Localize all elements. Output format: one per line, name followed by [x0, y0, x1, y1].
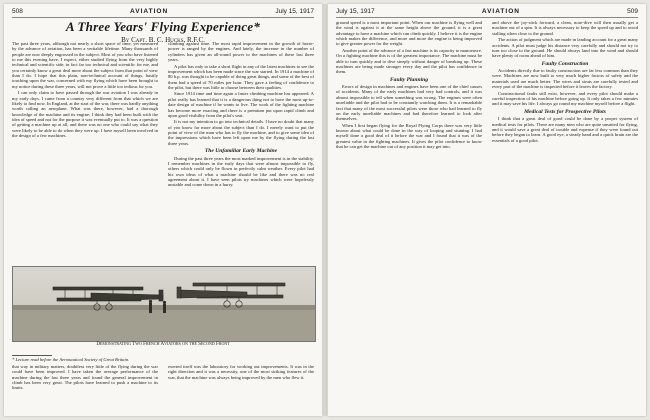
paragraph: Since 1914 time and time again a faster climbing machine has appeared. A pilot really has learned that it is a dangerous thing not to have the most up-to-date design of machine if he wants to live. The work of the fighting machine has become more exacting and there is a premium put upon rapid climb and upon good visibility from the pilot's seat. — [168, 91, 314, 118]
paragraph: A pilot has only to take a short flight in any of the latest machines to see the improvement which has been made since the war started. In 1914 a machine of 80 h.p. was thought to be capable of doing great things, and some of the best of them had a speed of 70 miles per hour. They gave a feeling of confidence to the pilot, but there was little to choose between their qualities. — [168, 63, 314, 90]
magazine-name-left: AVIATION — [130, 8, 169, 15]
byline: By Capt. B. C. Hucks, R.F.C. — [121, 36, 205, 44]
paragraph: Errors of design in machines and engines have been one of the chief causes of accidents. Many of the early machines had very bad controls, and it was almost impossible to tell when something was wrong. The engines were often unreliable and the pilot had to be constantly watching them. It is a remarkable fact that many of the most successful pilots were those who had learned to fly on the early unreliable machines and had therefore learned to look after themselves. — [336, 84, 482, 122]
paragraph: ground speed is a most important point. When our machine is flying well and the wind is against it at the same height above the ground, it is a great advantage to have a machine which can climb quickly. I believe it is the engine which makes the difference, and more and more the engine is being improved to give greater power for the weight. — [336, 20, 482, 47]
paragraph: It is not my intention to go into technical details. I have no doubt that many of you know far more about the subject than I do. I merely want to put the point of view of the man who has to fly the machine, and to give some idea of the impressions which have been left upon me by the flying during the last three years. — [168, 119, 314, 146]
biplane-photo — [12, 266, 316, 342]
page-number-left: 508 — [12, 8, 23, 15]
issue-date-right: July 15, 1917 — [336, 8, 375, 15]
paragraph: that way in military matters, doubtless very little of the flying during the war could have been improved. I have taken the average performance of the machine during the last three years and found the general improvement in climb has been very great. The pilots have learned to push a machine to its limits. — [12, 364, 158, 391]
paragraph: The action of judgment which are made in landing account for a great many accidents. A pilot must judge his distance very carefully and should not try to turn too close to the ground. He should always land into the wind and should have plenty of room ahead of him. — [492, 37, 638, 59]
subheading: Faulty Planning — [389, 76, 429, 83]
magazine-name-right: AVIATION — [481, 8, 520, 15]
right-page — [328, 4, 646, 416]
issue-date-left: July 15, 1917 — [275, 8, 314, 15]
left-page — [4, 4, 322, 416]
paragraph: Accidents directly due to faulty construction are far less common than they were. Machines are now built to very much higher factors of safety and the materials used are much better. The wires and struts are carefully tested and every part of the machine is inspected before it leaves the factory. — [492, 68, 638, 90]
paragraph: I can only claim to have passed through the war aviation I was already in my early days. I came from a country very different from that which we are likely to find now. In England, at the start of the war, there was hardly anything worth calling an aeroplane. What was there, however, had a thorough knowledge of the machine and its engine; I think they had been built with the idea of speed and not for the purpose it was eventually put to. It was a question of getting a machine up at all, and there was no one who could say what they were likely to be able to do when they were up. I have myself been involved in the design of a few machines. — [12, 90, 158, 139]
running-head-right — [336, 8, 638, 18]
paragraph: exerted itself was the laboratory for working out improvements. It was in the right direction and it was a necessity, one of the most striking features of the war, that the machine was always being improved by the men who flew it. — [168, 364, 314, 380]
paragraph: and above the joy-stick forward, a clean, nose-dive will then usually get a machine out of a spin. It is always necessary to keep the speed up and to avoid stalling when close to the ground. — [492, 20, 638, 36]
page-gutter — [323, 4, 327, 416]
paragraph: Another point of the advance of a fast machine is its capacity to manoeuvre. On a fighting machine this is of the greatest importance. The machine must be able to turn quickly and to dive steeply without danger of breaking up. These machines are being made stronger every day and the pilot has confidence in them. — [336, 47, 482, 75]
footnote-rule — [12, 355, 52, 356]
column-4 — [492, 20, 638, 407]
photo-caption: Demonstrating Two French Aviators on the Second Front — [96, 342, 230, 347]
paragraph: During the past three years the most marked improvement is in the stability. I remember machines in the early days that were almost impossible to fly, others which could only be flown in perfectly calm weather. Every pilot had his own ideas of what a machine should be like and there was no real agreement about it. I have seen pilots try machines which were hopelessly unstable and come down in a hurry. — [168, 155, 314, 188]
running-head-left — [12, 8, 314, 18]
biplane-photo-icon — [13, 267, 315, 341]
paragraph: When I first began flying for the Royal Flying Corps there was very little known about what could be done in the way of looping and stunting. I had myself done a good deal of it before the war and I found that it was of the greatest value in the fighting machines. It gives the pilot confidence to know that he can get the machine out of any position it may get into. — [336, 122, 482, 150]
paragraph: climbing against time. The most rapid improvement in the growth of horse-power is ranged by the engines. And lately, the increase in the number of cylinders has given an all-round power to the machines of these last three years. — [168, 41, 314, 63]
subheading: Medical Tests for Prospective Pilots — [524, 108, 606, 115]
paragraph: I think that a great deal of good could be done by a proper system of medical tests for pilots. There are many men who are quite unsuited for flying, and it would save a great deal of trouble and expense if they were found out before they began to learn. A good eye, a steady hand and a quick brain are the essentials of a good pilot. — [492, 116, 638, 143]
subheading: Faulty Construction — [541, 60, 589, 67]
subheading: The Unfamiliar Early Machine — [204, 148, 278, 155]
column-2 — [168, 41, 314, 263]
column-1 — [12, 41, 158, 263]
page-number-right: 509 — [627, 8, 638, 15]
column-1-bottom — [12, 364, 158, 410]
paragraph: Constructional faults still exist, however, and every pilot should make a careful inspection of his machine before going up. It only takes a few minutes and it may save his life. I always go round my machine myself before a flight. — [492, 90, 638, 107]
column-2-bottom — [168, 364, 314, 410]
footnote: * Lecture read before the Aeronautical Society of Great Britain. — [12, 357, 130, 362]
paragraph: The past three years, although not nearly a short space of time, yet measured by the advance of aviation, has been a veritable lifetime. Many thousands of people are now deeply engrossed in the subject. Most of you who have listened to me this evening have, I expect, either studied flying from the very highly technical and scientific side, in fact far too technical and scientific for me, and you certainly know a great deal more about the subject from that point of view than I do. I hope that this plain, non-technical account of things, hastily touching upon the war, concerned with my flying which have been brought to my notice during these three years, will not prove a little too tedious for you. — [12, 41, 158, 89]
article-title: A Three Years' Flying Experience* — [65, 19, 261, 34]
column-3 — [336, 20, 482, 407]
